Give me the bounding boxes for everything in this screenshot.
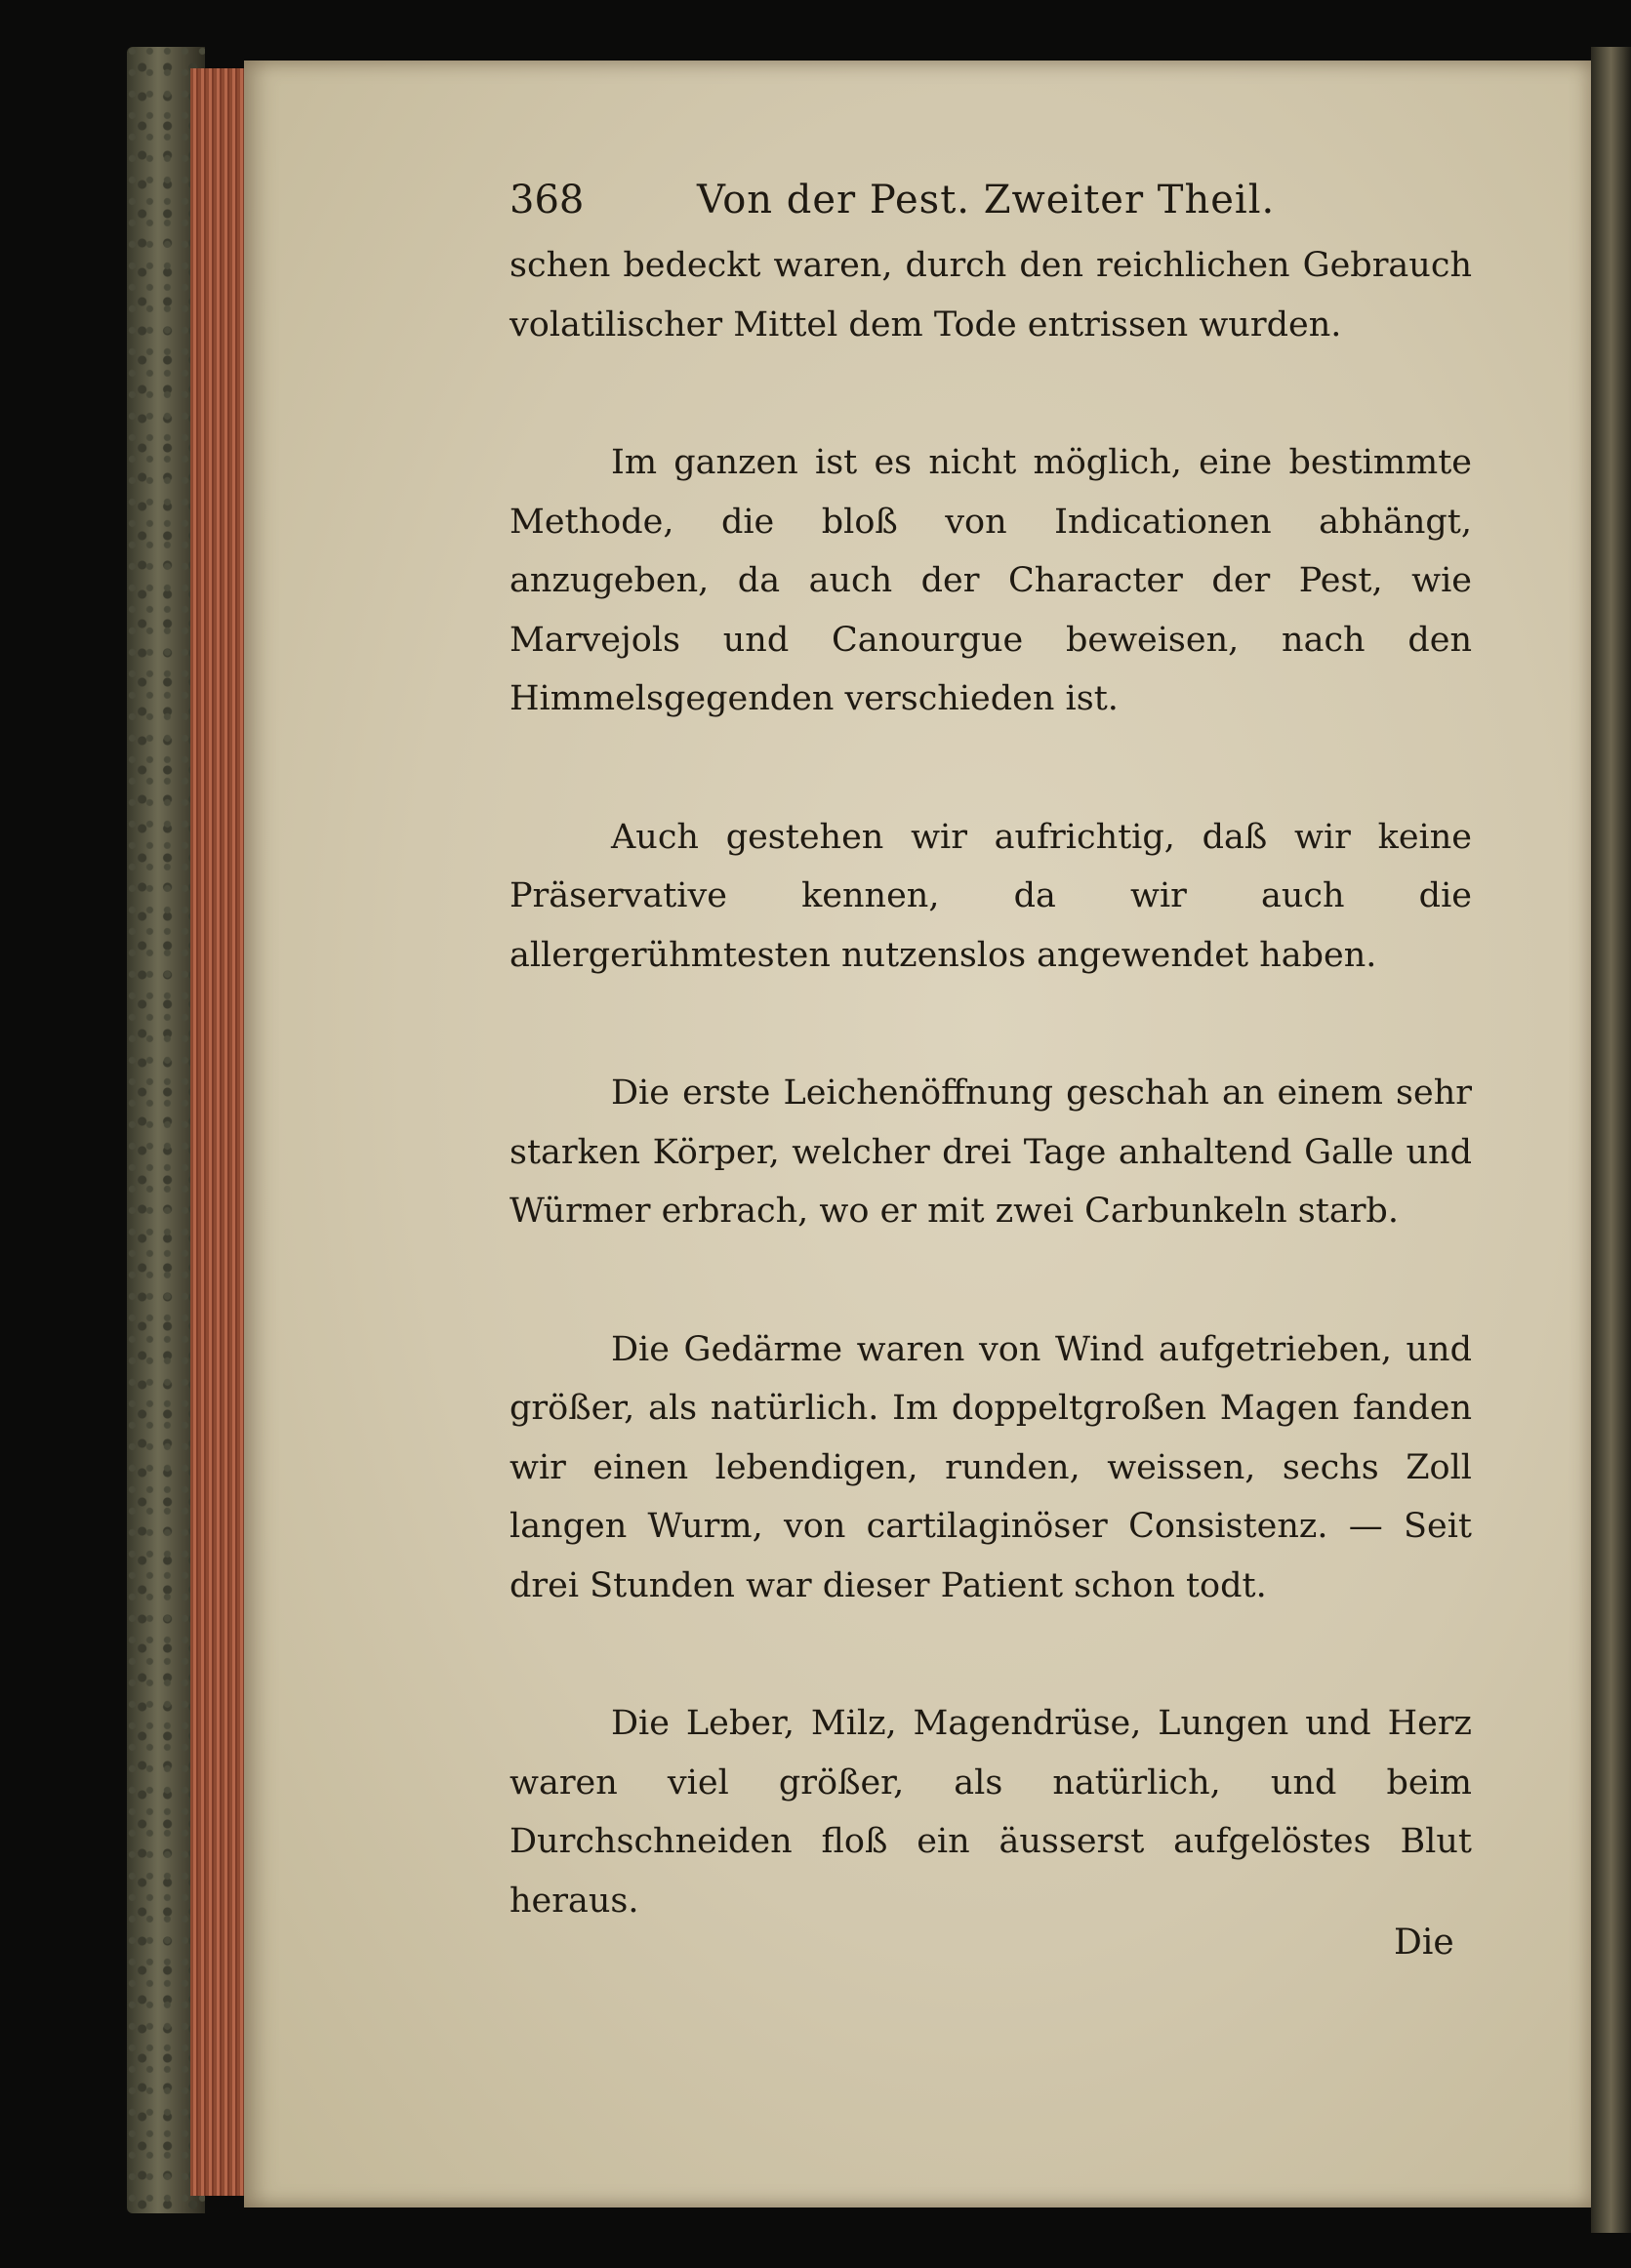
paragraph-continued: schen bedeckt waren, durch den reichlichen Gebrauch volatilischer Mittel dem Tode entrissen wurden.: [510, 246, 1472, 344]
paragraph-organs: Die Leber, Milz, Magendrüse, Lungen und Herz waren viel größer, als natürlich, und beim Durchschneiden floß ein äusserst aufgelöstes Blut heraus.: [510, 1704, 1472, 1921]
page-text: [510, 166, 1472, 1930]
running-head: [510, 166, 1472, 234]
paragraph-method: Im ganzen ist es nicht möglich, eine bestimmte Methode, die bloß von Indicationen abhängt, anzugeben, da auch der Character der Pest, wie Marvejols und Canourgue beweisen, nach den Himmelsgegenden verschieden ist.: [510, 443, 1472, 718]
paragraph-intestines: Die Gedärme waren von Wind aufgetrieben, und größer, als natürlich. Im doppeltgroßen Magen fanden wir einen lebendigen, runden, weissen, sechs Zoll langen Wurm, von cartilaginöser Consistenz. — Seit drei Stunden war dieser Patient schon todt.: [510, 1329, 1472, 1605]
catchword: Die: [1394, 1923, 1454, 1963]
paragraph-autopsy: Die erste Leichenöffnung geschah an einem sehr starken Körper, welcher drei Tage anhaltend Galle und Würmer erbrach, wo er mit zwei Carbunkeln starb.: [510, 1073, 1472, 1231]
page-edges: [190, 68, 245, 2196]
page-number: 368: [510, 178, 585, 223]
paragraph-preservatives: Auch gestehen wir aufrichtig, daß wir keine Präservative kennen, da wir auch die allergerühmtesten nutzenslos angewendet haben.: [510, 817, 1472, 975]
running-head-title: Von der Pest. Zweiter Theil.: [697, 178, 1276, 223]
facing-page-edge: [1591, 47, 1631, 2233]
